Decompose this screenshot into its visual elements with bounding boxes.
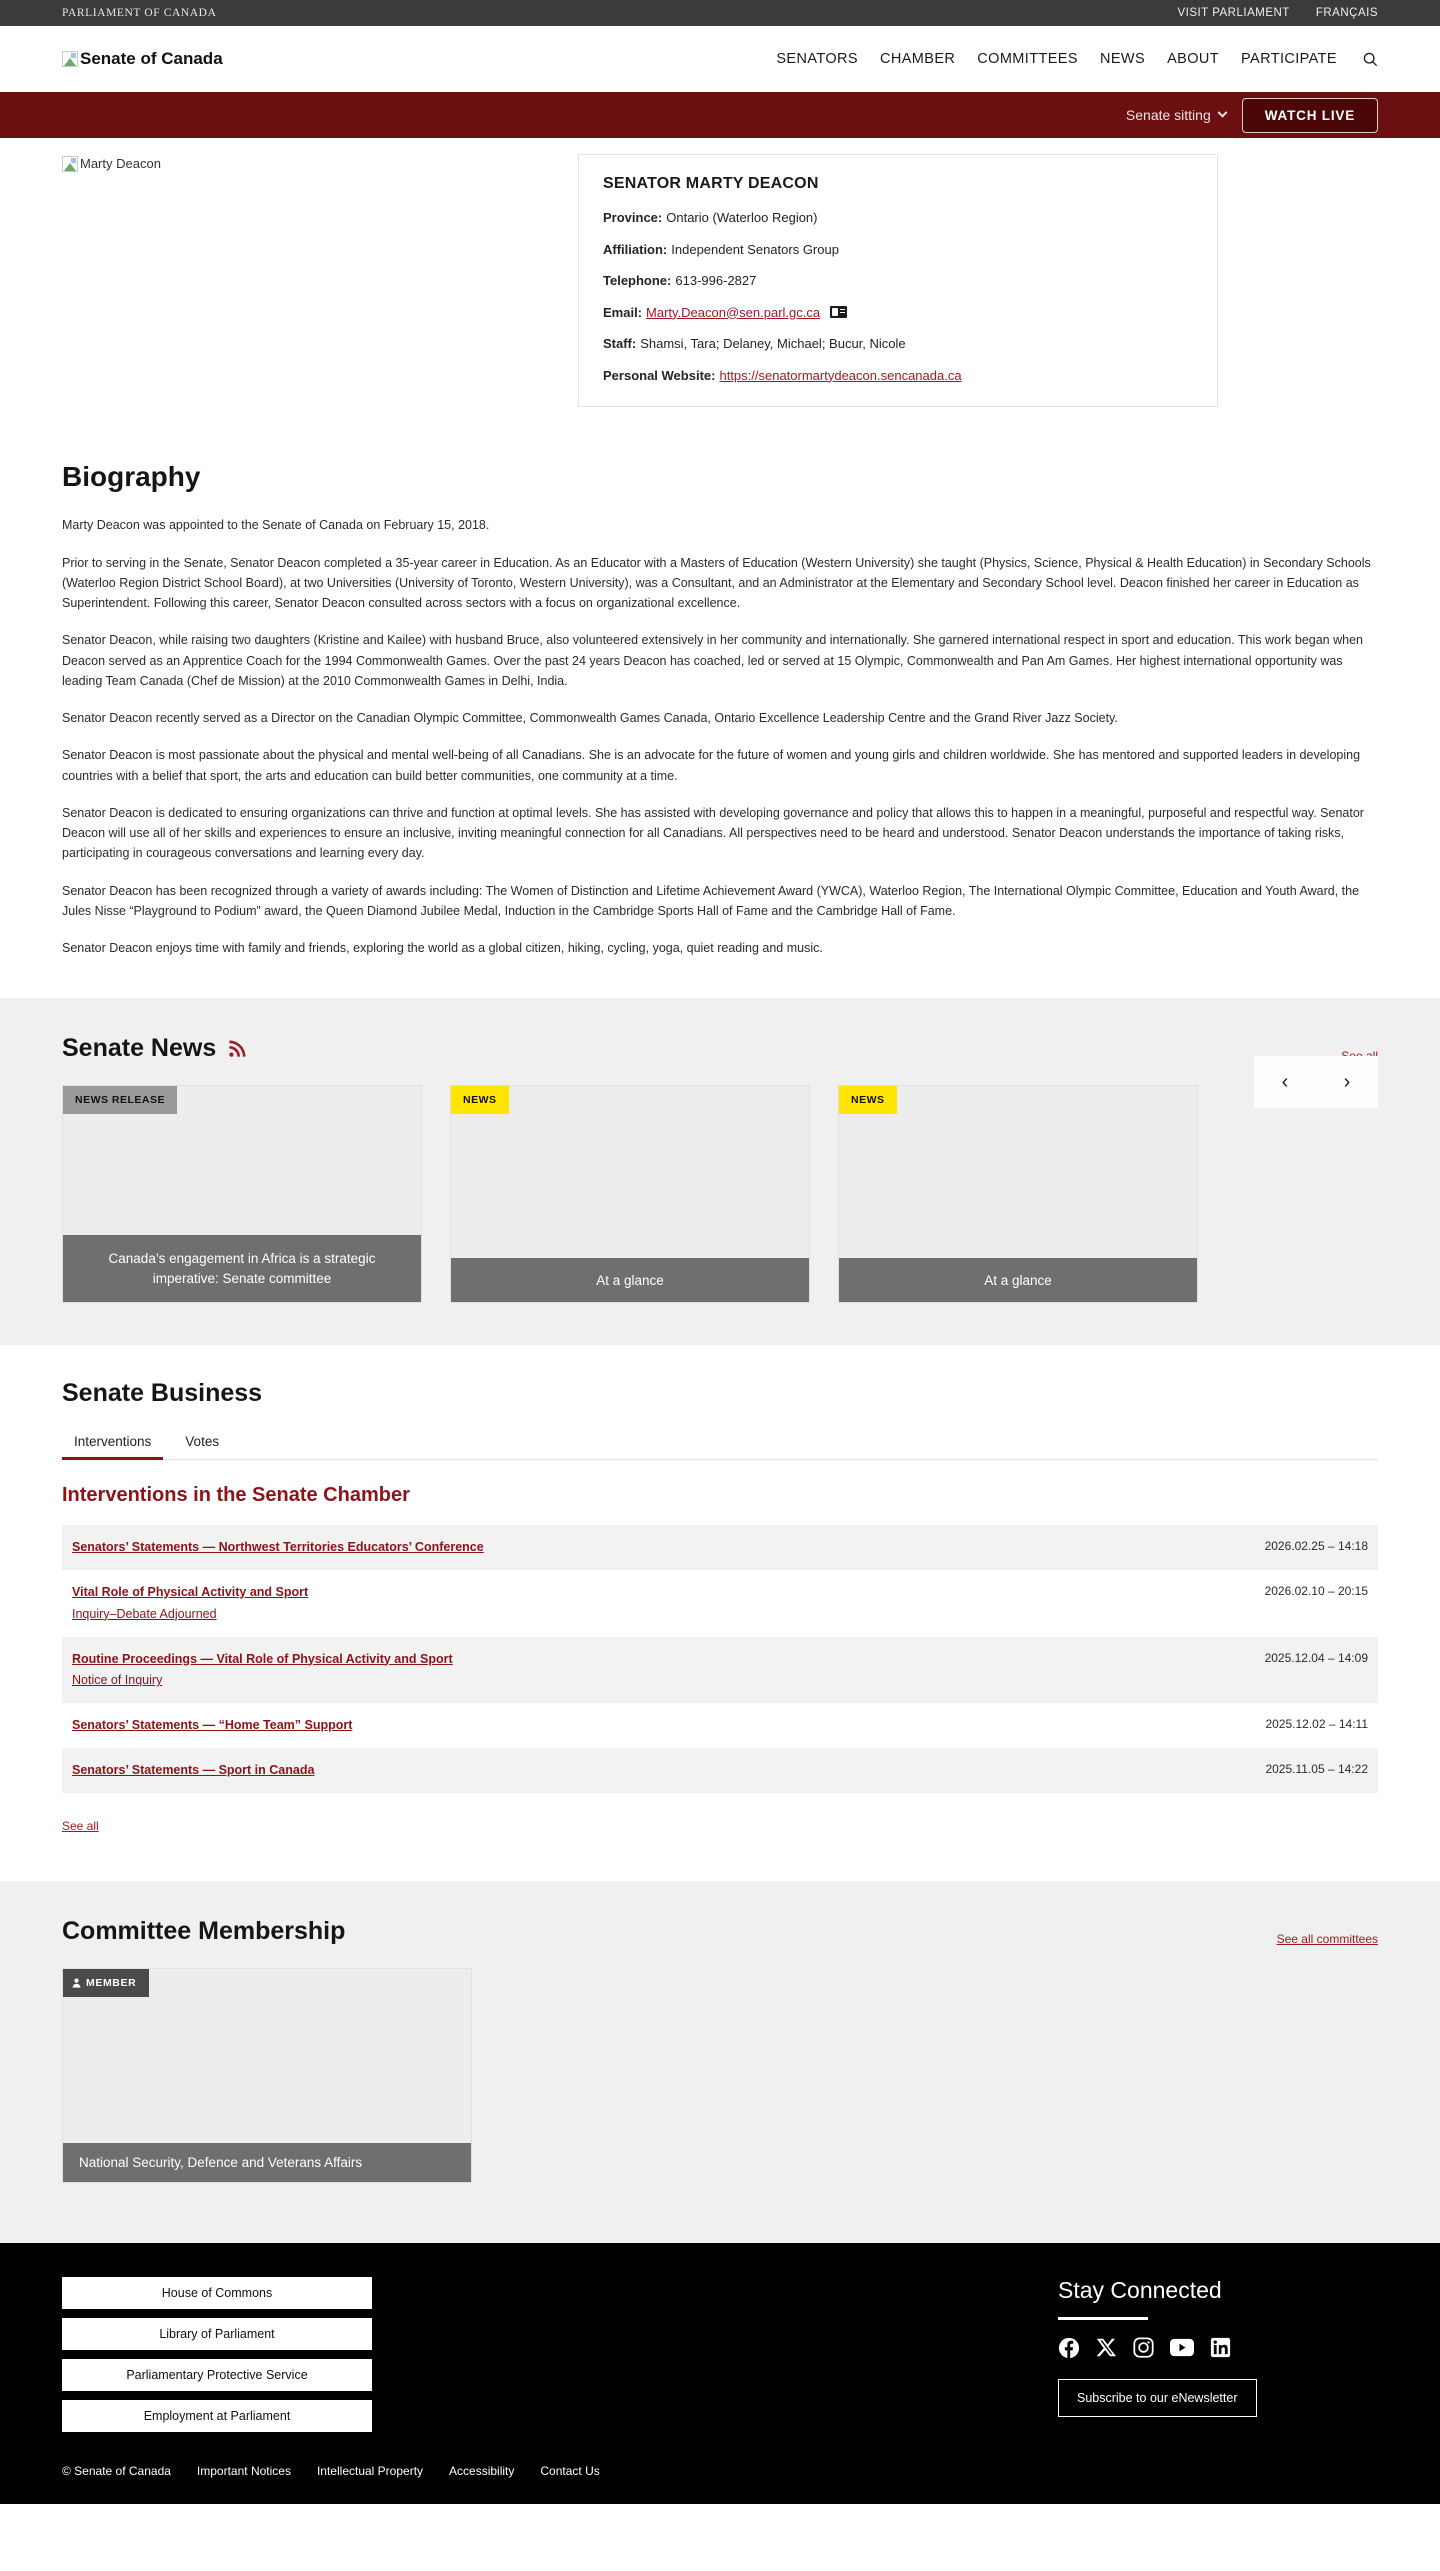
senator-photo [62,154,462,172]
email-label: Email: [603,304,643,320]
intervention-subtitle-link[interactable]: Inquiry–Debate Adjourned [72,1606,217,1621]
senate-business-section [0,1345,1440,1880]
affiliation-label: Affiliation: [603,241,668,257]
stay-connected-heading: Stay Connected [1058,2276,1222,2303]
intervention-date: 2025.12.02 – 14:11 [1265,1717,1368,1732]
intervention-title-link[interactable]: Routine Proceedings — Vital Role of Physical Activity and Sport [72,1651,453,1666]
top-utility-links [1177,7,1378,19]
footer-parliamentary-protective-service-link[interactable]: Parliamentary Protective Service [62,2359,372,2391]
vcard-icon[interactable] [830,306,847,318]
biography-paragraph: Prior to serving in the Senate, Senator Deacon completed a 35-year career in Education. As an Educator with a Masters of Education (Western University) she taught (Physics, Science, Physical & Health Education) in Secondary Schools (Waterloo Region District School Board), at two Universities (University of Toronto, Western University), was a Consultant, and an Administrator at the Elementary and Secondary School level. Deacon finished her career in Education as Superintendent. Following this career, Senator Deacon consulted across sectors with a focus on organizational excellence. [62,555,1371,611]
news-card-tag: NEWS RELEASE [63,1086,177,1114]
news-card[interactable] [450,1085,810,1303]
intervention-subtitle-link[interactable]: Notice of Inquiry [72,1673,163,1688]
footer-employment-at-parliament-link[interactable]: Employment at Parliament [62,2400,372,2432]
intervention-row[interactable] [62,1748,1378,1793]
biography-paragraph: Senator Deacon has been recognized through a variety of awards including: The Women of Distinction and Lifetime Achievement Award (YWCA), Waterloo Region, The International Olympic Committee, Education and Youth Award, the Jules Nisse “Playground to Podium” award, the Queen Diamond Jubilee Medal, Induction in the Cambridge Sports Hall of Fame and the Cambridge Hall of Fame. [62,883,1360,918]
biography-paragraph: Senator Deacon recently served as a Director on the Canadian Olympic Committee, Commonwealth Games Canada, Ontario Excellence Leadership Centre and the Grand River Jazz Society. [62,711,1118,726]
affiliation-value: Independent Senators Group [671,241,839,257]
intervention-titles [72,1538,1265,1557]
copyright-label: © Senate of Canada [62,2463,171,2478]
senator-name-heading: SENATOR MARTY DEACON [603,175,819,192]
nav-news[interactable]: NEWS [1099,51,1146,67]
intervention-title-link[interactable]: Senators’ Statements — “Home Team” Support [72,1718,353,1733]
biography-paragraph: Senator Deacon is most passionate about the physical and mental well-being of all Canadians. She is an advocate for the future of women and young girls and children worldwide. She has mentored and supported leaders in developing countries with a belief that sport, the arts and education can build better communities, one community at a time. [62,748,1361,783]
facebook-icon[interactable] [1058,2337,1080,2359]
footer-main [62,2277,1378,2432]
news-card-title: At a glance [451,1258,809,1302]
important-notices-link[interactable]: Important Notices [196,2463,291,2478]
senate-sitting-bar [0,92,1440,138]
social-links [1058,2337,1378,2359]
site-logo-alt-text: Senate of Canada [80,49,223,68]
website-label: Personal Website: [603,367,716,383]
interventions-subheading: Interventions in the Senate Chamber [62,1484,410,1507]
committee-membership-heading: Committee Membership [62,1916,346,1945]
senate-sitting-label: Senate sitting [1125,107,1211,123]
accessibility-link[interactable]: Accessibility [449,2463,515,2478]
intervention-title-link[interactable]: Vital Role of Physical Activity and Sport [72,1585,309,1600]
intervention-date: 2026.02.10 – 20:15 [1264,1584,1368,1599]
footer-link-buttons [62,2277,372,2432]
intervention-title-link[interactable]: Senators’ Statements — Northwest Territories Educators’ Conference [72,1540,484,1555]
staff-label: Staff: [603,336,637,352]
province-label: Province: [603,210,663,225]
committee-card[interactable] [62,1968,472,2183]
personal-website-link[interactable]: https://senatormartydeacon.sencanada.ca [719,367,962,383]
intervention-date: 2025.11.05 – 14:22 [1265,1761,1368,1776]
news-card[interactable] [838,1085,1198,1303]
x-twitter-icon[interactable] [1096,2337,1117,2359]
senator-photo-alt-text: Marty Deacon [80,156,161,171]
main-header [0,26,1440,92]
francais-link[interactable]: FRANÇAIS [1315,7,1378,19]
senator-telephone-row [603,272,1193,290]
broken-image-icon [62,156,78,172]
news-card-title: Canada’s engagement in Africa is a strategic imperative: Senate committee [63,1235,421,1302]
site-logo[interactable] [62,49,223,69]
committee-card-title: National Security, Defence and Veterans Affairs [63,2143,471,2182]
senate-business-heading: Senate Business [62,1379,263,1408]
stay-connected-divider [1058,2317,1148,2320]
committee-membership-section [0,1881,1440,2243]
staff-value: Shamsi, Tara; Delaney, Michael; Bucur, Nicole [640,336,906,352]
contact-us-link[interactable]: Contact Us [540,2463,600,2478]
nav-committees[interactable]: COMMITTEES [977,51,1078,67]
senator-affiliation-row [603,241,1193,259]
site-footer [0,2243,1440,2504]
subscribe-newsletter-button[interactable]: Subscribe to our eNewsletter [1058,2379,1257,2417]
tab-votes[interactable]: Votes [173,1428,231,1460]
watch-live-button[interactable]: WATCH LIVE [1242,98,1378,133]
news-card-tag: NEWS [451,1086,509,1114]
intervention-row[interactable] [62,1570,1378,1637]
intervention-row[interactable] [62,1637,1378,1704]
intervention-titles [72,1583,1265,1624]
biography-paragraph: Marty Deacon was appointed to the Senate of Canada on February 15, 2018. [62,518,490,533]
committee-member-badge [63,1969,149,1997]
person-icon [72,1978,81,1988]
instagram-icon[interactable] [1133,2337,1154,2359]
senator-email-row [603,304,1193,322]
senate-news-header [62,1034,1378,1063]
senate-news-heading-text: Senate News [62,1034,217,1063]
nav-chamber[interactable]: CHAMBER [879,51,956,67]
youtube-icon[interactable] [1170,2337,1194,2359]
primary-navigation [776,51,1378,67]
footer-bottom-bar [62,2460,1378,2478]
carousel-next-icon[interactable]: › [1343,1071,1351,1094]
senator-info-card [578,154,1218,407]
broken-image-icon [62,51,78,67]
intervention-row[interactable] [62,1525,1378,1570]
business-tabs [62,1428,1378,1460]
intervention-date: 2026.02.25 – 14:18 [1264,1539,1368,1554]
email-link[interactable]: Marty.Deacon@sen.parl.gc.ca [646,304,821,320]
intervention-titles [72,1716,1265,1735]
chevron-down-icon [1217,107,1227,117]
tab-interventions[interactable]: Interventions [62,1428,163,1460]
visit-parliament-link[interactable]: VISIT PARLIAMENT [1177,7,1290,19]
intervention-title-link[interactable]: Senators’ Statements — Sport in Canada [72,1762,315,1777]
telephone-value: 613-996-2827 [675,273,757,289]
intervention-titles [72,1761,1265,1780]
senate-news-heading [62,1034,246,1063]
intervention-row[interactable] [62,1703,1378,1748]
footer-house-of-commons-link[interactable]: House of Commons [62,2277,372,2309]
see-all-committees-link[interactable]: See all committees [1276,1931,1378,1946]
news-card-tag: NEWS [839,1086,897,1114]
interventions-see-all-link[interactable]: See all [62,1818,99,1833]
senate-news-section [0,998,1440,1345]
biography-section [0,407,1440,998]
rss-icon[interactable] [228,1040,246,1058]
senator-staff-row [603,335,1193,353]
biography-paragraph: Senator Deacon is dedicated to ensuring organizations can thrive and function at optimal levels. She has assisted with developing governance and policy that allows this to happen in a meaningful, purposeful and respectful way. Senator Deacon will use all of her skills and experiences to ensure an inclusive, inviting meaningful connection for all Canadians. All perspectives need to be heard and understood. Senator Deacon understands the importance of taking risks, participating in courageous conversations and learning every day. [62,805,1364,861]
senator-province-row [603,209,1193,227]
stay-connected-block [1058,2277,1378,2432]
senate-sitting-dropdown[interactable] [1126,107,1226,123]
footer-library-of-parliament-link[interactable]: Library of Parliament [62,2318,372,2350]
committee-member-badge-label: MEMBER [86,1976,137,1989]
news-carousel-controls [1254,1056,1378,1108]
search-icon[interactable] [1359,52,1378,67]
biography-paragraph: Senator Deacon enjoys time with family and friends, exploring the world as a global citizen, hiking, cycling, yoga, quiet reading and music. [62,941,823,956]
nav-senators[interactable]: SENATORS [776,51,858,67]
biography-paragraph: Senator Deacon, while raising two daughters (Kristine and Kailee) with husband Bruce, also volunteered extensively in her community and internationally. She garnered international respect in sport and education. This work began when Deacon served as an Apprentice Coach for the 1994 Commonwealth Games. Over the past 24 years Deacon has coached, led or served at 15 Olympic, Commonwealth and Pan Am Games. Her highest international opportunity was leading Team Canada (Chef de Mission) at the 2010 Commonwealth Games in Delhi, India. [62,633,1363,688]
news-card-title: At a glance [839,1258,1197,1302]
committee-header [62,1917,1378,1946]
province-value: Ontario (Waterloo Region) [666,210,818,225]
senator-hero [0,138,1440,407]
news-card-grid [62,1085,1378,1303]
parliament-of-canada-label: PARLIAMENT OF CANADA [62,7,217,19]
intervention-date: 2025.12.04 – 14:09 [1264,1650,1368,1665]
linkedin-icon[interactable] [1210,2337,1231,2359]
nav-about[interactable]: ABOUT [1167,51,1220,67]
top-utility-bar [0,0,1440,26]
intellectual-property-link[interactable]: Intellectual Property [316,2463,424,2478]
telephone-label: Telephone: [603,273,672,289]
intervention-titles [72,1650,1265,1691]
carousel-prev-icon[interactable]: ‹ [1281,1071,1289,1094]
senator-website-row [603,367,1193,385]
biography-heading: Biography [62,461,201,493]
nav-participate[interactable]: PARTICIPATE [1241,51,1337,67]
news-card[interactable] [62,1085,422,1303]
